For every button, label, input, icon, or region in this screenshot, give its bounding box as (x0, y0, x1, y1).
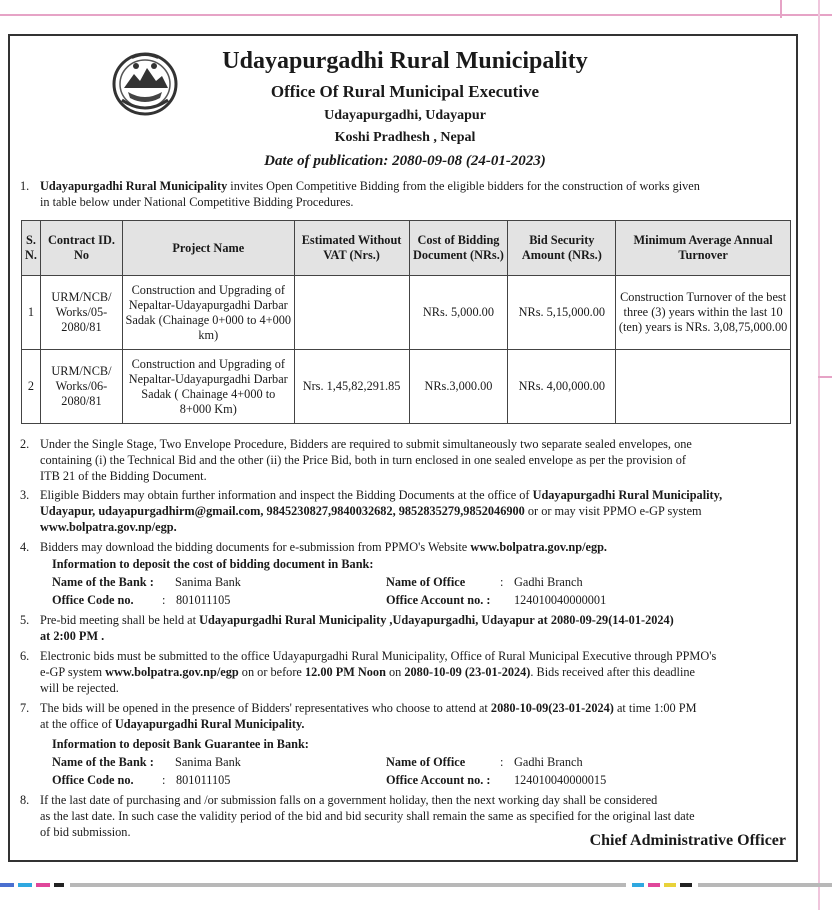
cell-security: NRs. 5,15,000.00 (508, 276, 616, 350)
cell-contract: URM/NCB/ Works/05- 2080/81 (40, 276, 122, 350)
item-2-line-2: containing (i) the Technical Bid and the other (ii) the Price Bid, both in turn enclosed in one sealed envelope as per the provision of (40, 453, 687, 467)
bid-table (21, 220, 791, 424)
item-7-line-1: The bids will be opened in the presence of Bidders' representatives who choose to attend at 2080-10-09(23-01-2024) at time 1:00 PM (40, 701, 697, 715)
bank-name-label: Name of the Bank : (52, 575, 154, 589)
cell-security: NRs. 4,00,000.00 (508, 350, 616, 424)
item-number: 4. (20, 540, 30, 554)
address-line: Udayapurgadhi, Udayapur (324, 108, 486, 123)
office-code-colon: : (162, 593, 166, 607)
bank-name-label: Name of the Bank : (52, 755, 154, 769)
item-2-line-1: Under the Single Stage, Two Envelope Procedure, Bidders are required to submit simultaneously two separate sealed envelopes, one (40, 437, 692, 451)
item-6-line-3: will be rejected. (40, 681, 119, 695)
item-8-line-2: as the last date. In such case the validity period of the bid and bid security shall remain the same as specified for the original last date (40, 809, 695, 823)
office-name-label: Name of Office (386, 755, 466, 769)
item-5-line-1: Pre-bid meeting shall be held at Udayapurgadhi Rural Municipality ,Udayapurgadhi, Udayapur at 2080-09-29(14-01-2024) (40, 613, 674, 627)
office-account-value: 124010040000015 (514, 773, 607, 787)
item-4-line-1: Bidders may download the bidding documents for e-submission from PPMO's Website www.bolpatra.gov.np/egp. (40, 540, 608, 554)
cell-estimate (294, 276, 409, 350)
cell-estimate: Nrs. 1,45,82,291.85 (294, 350, 409, 424)
cell-turnover: Construction Turnover of the best three (3) years within the last 10 (ten) years is NRs. 3,08,75,000.00 (616, 276, 791, 350)
item-5-line-2: at 2:00 PM . (40, 629, 105, 643)
cell-contract: URM/NCB/ Works/06- 2080/81 (40, 350, 122, 424)
province-line: Koshi Pradhesh , Nepal (334, 130, 476, 145)
crop-marks-top (0, 0, 832, 25)
cell-sn: 1 (22, 276, 41, 350)
guarantee-info-heading: Information to deposit Bank Guarantee in Bank: (52, 737, 309, 751)
cell-cost: NRs.3,000.00 (409, 350, 508, 424)
item-number: 5. (20, 613, 30, 627)
bank-info-heading: Information to deposit the cost of bidding document in Bank: (52, 557, 374, 571)
cell-project: Construction and Upgrading of Nepaltar-Udayapurgadhi Darbar Sadak (Chainage 0+000 to 4+000 km) (122, 276, 294, 350)
cell-sn: 2 (22, 350, 41, 424)
signature-title: Chief Administrative Officer (589, 832, 786, 849)
crop-mark-right (818, 376, 832, 378)
bank-name-value: Sanima Bank (175, 575, 241, 589)
item-number: 6. (20, 649, 30, 663)
item-7-line-2: at the office of Udayapurgadhi Rural Municipality. (40, 717, 305, 731)
col-header-cost: Cost of Bidding Document (NRs.) (409, 221, 508, 276)
col-header-security: Bid Security Amount (NRs.) (508, 221, 616, 276)
item-3-line-3: www.bolpatra.gov.np/egp. (40, 520, 177, 534)
table-row (22, 276, 791, 350)
color-registration-bar (0, 880, 832, 890)
item-1-line-1: Udayapurgadhi Rural Municipality invites Open Competitive Bidding from the eligible bidders for the construction of works given (40, 179, 700, 193)
cell-cost: NRs. 5,000.00 (409, 276, 508, 350)
office-name-value: Gadhi Branch (514, 575, 583, 589)
office-title: Office Of Rural Municipal Executive (270, 82, 540, 101)
item-6-line-2: e-GP system www.bolpatra.gov.np/egp on or before 12.00 PM Noon on 2080-10-09 (23-01-2024). Bids received after this deadline (40, 665, 695, 679)
table-header-row (22, 221, 791, 276)
item-3-line-2: Udayapur, udayapurgadhirm@gmail.com, 9845230827,9840032682, 9852835279,9852046900 or or may visit PPMO e-GP system (40, 504, 702, 518)
item-number: 2. (20, 437, 30, 451)
item-number: 3. (20, 488, 30, 502)
office-code-label: Office Code no. (52, 593, 134, 607)
col-header-turnover: Minimum Average Annual Turnover (616, 221, 791, 276)
office-name-label: Name of Office (386, 575, 466, 589)
item-6-line-1: Electronic bids must be submitted to the office Udayapurgadhi Rural Municipality, Office of Rural Municipal Executive through PPMO's (40, 649, 717, 663)
col-header-project: Project Name (122, 221, 294, 276)
col-header-contract: Contract ID. No (40, 221, 122, 276)
cell-turnover (616, 350, 791, 424)
office-name-colon: : (500, 755, 504, 769)
item-number: 8. (20, 793, 30, 807)
office-account-value: 124010040000001 (514, 593, 607, 607)
municipality-title: Udayapurgadhi Rural Municipality (222, 48, 588, 74)
cell-project: Construction and Upgrading of Nepaltar-Udayapurgadhi Darbar Sadak ( Chainage 4+000 to 8+000 Km) (122, 350, 294, 424)
table-row (22, 350, 791, 424)
office-code-label: Office Code no. (52, 773, 134, 787)
office-account-label: Office Account no. : (386, 593, 491, 607)
office-name-colon: : (500, 575, 504, 589)
office-code-colon: : (162, 773, 166, 787)
office-account-label: Office Account no. : (386, 773, 491, 787)
item-number: 1. (20, 179, 30, 193)
office-code-value: 801011105 (176, 773, 231, 787)
crop-mark-side (818, 0, 820, 910)
col-header-sn: S. N. (22, 221, 41, 276)
office-name-value: Gadhi Branch (514, 755, 583, 769)
office-code-value: 801011105 (176, 593, 231, 607)
item-2-line-3: ITB 21 of the Bidding Document. (40, 469, 207, 483)
item-number: 7. (20, 701, 30, 715)
col-header-estimate: Estimated Without VAT (Nrs.) (294, 221, 409, 276)
bank-name-value: Sanima Bank (175, 755, 241, 769)
tender-notice (8, 34, 798, 862)
item-8-line-1: If the last date of purchasing and /or submission falls on a government holiday, then the next working day shall be considered (40, 793, 658, 807)
publication-date: Date of publication: 2080-09-08 (24-01-2023) (264, 153, 546, 169)
item-1-line-2: in table below under National Competitive Bidding Procedures. (40, 195, 354, 209)
item-3-line-1: Eligible Bidders may obtain further information and inspect the Bidding Documents at the office of Udayapurgadhi Rural Municipality, (40, 488, 723, 502)
item-8-line-3: of bid submission. (40, 825, 131, 839)
